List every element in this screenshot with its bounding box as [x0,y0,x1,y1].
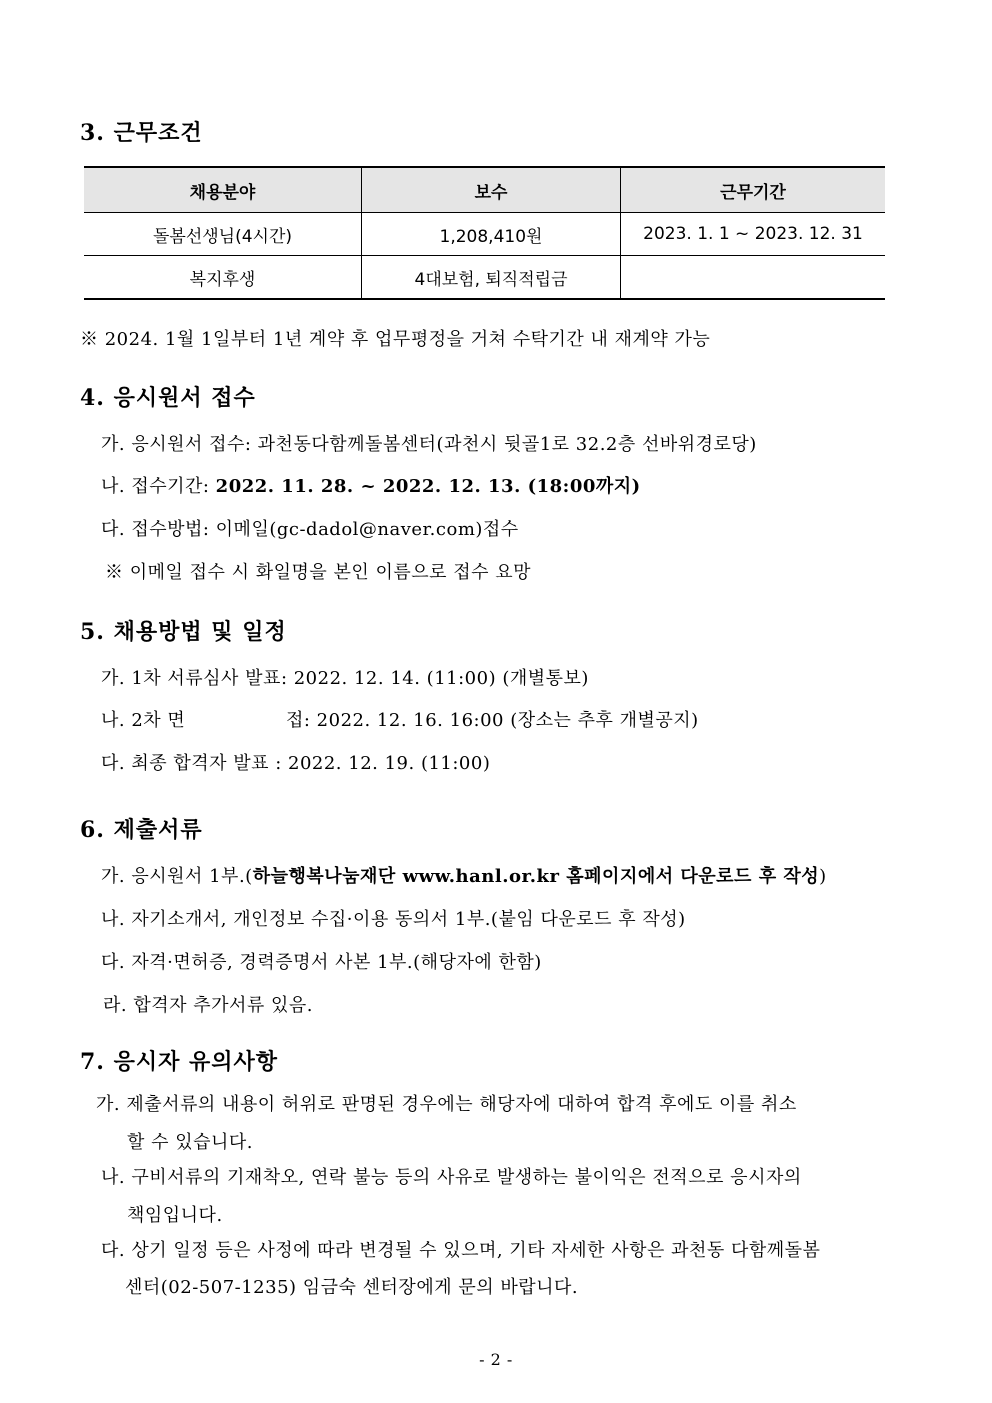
table-header-row [84,167,885,213]
section-4-title: 4. 응시원서 접수 [80,385,256,411]
notice-1-line1: 가. 제출서류의 내용이 허위로 판명된 경우에는 해당자에 대하여 합격 후에도 이를 취소 [96,1094,797,1115]
doc-application [101,862,827,888]
notice-2-line2: 책임입니다. [127,1205,223,1226]
notice-2-line1: 나. 구비서류의 기재착오, 연락 불능 등의 사유로 발생하는 불이익은 전적으로 응시자의 [101,1167,802,1188]
doc-self-intro: 나. 자기소개서, 개인정보 수집·이용 동의서 1부.(붙임 다운로드 후 작성) [101,909,686,930]
table-cell: 복지후생 [84,256,362,300]
email-note: ※ 이메일 접수 시 화일명을 본인 이름으로 접수 요망 [105,562,532,583]
table-header-field: 채용분야 [84,167,362,213]
section-3-title: 3. 근무조건 [80,120,203,146]
table-cell: 2023. 1. 1 ~ 2023. 12. 31 [621,213,886,256]
schedule-first-round: 가. 1차 서류심사 발표: 2022. 12. 14. (11:00) (개별통보) [101,668,589,689]
doc-additional: 라. 합격자 추가서류 있음. [103,995,313,1016]
section-5-title: 5. 채용방법 및 일정 [80,619,287,645]
work-conditions-table [84,166,885,300]
table-row [84,213,885,256]
application-place: 가. 응시원서 접수: 과천동다함께돌봄센터(과천시 뒷골1로 32.2층 선바위경로당) [101,434,757,455]
doc-application-suffix: ) [819,866,827,887]
application-period-label: 나. 접수기간: [101,476,216,497]
section-6-title: 6. 제출서류 [80,817,203,843]
application-period [101,472,641,498]
table-row [84,256,885,300]
doc-license: 다. 자격·면허증, 경력증명서 사본 1부.(해당자에 한함) [101,952,542,973]
application-method: 다. 접수방법: 이메일(gc-dadol@naver.com)접수 [101,519,519,540]
table-cell: 돌봄선생님(4시간) [84,213,362,256]
doc-application-prefix: 가. 응시원서 1부.( [101,866,253,887]
table-header-pay: 보수 [362,167,621,213]
schedule-interview-a: 나. 2차 면 [101,710,186,731]
notice-1-line2: 할 수 있습니다. [127,1132,253,1153]
doc-application-download: 하늘행복나눔재단 www.hanl.or.kr 홈페이지에서 다운로드 후 작성 [252,866,820,887]
table-cell: 1,208,410원 [362,213,621,256]
section-7-title: 7. 응시자 유의사항 [80,1049,279,1075]
table-header-period: 근무기간 [621,167,886,213]
schedule-final: 다. 최종 합격자 발표 : 2022. 12. 19. (11:00) [101,753,491,774]
table-cell [621,256,886,300]
notice-3-line2: 센터(02-507-1235) 임금숙 센터장에게 문의 바랍니다. [125,1277,579,1298]
notice-3-line1: 다. 상기 일정 등은 사정에 따라 변경될 수 있으며, 기타 자세한 사항은 과천동 다함께돌봄 [101,1240,821,1261]
table-cell: 4대보험, 퇴직적립금 [362,256,621,300]
page-number: - 2 - [479,1350,513,1369]
contract-note: ※ 2024. 1월 1일부터 1년 계약 후 업무평정을 거쳐 수탁기간 내 재계약 가능 [80,329,711,350]
schedule-interview-b: 접: 2022. 12. 16. 16:00 (장소는 추후 개별공지) [286,710,699,731]
application-period-value: 2022. 11. 28. ~ 2022. 12. 13. (18:00까지) [215,476,641,497]
